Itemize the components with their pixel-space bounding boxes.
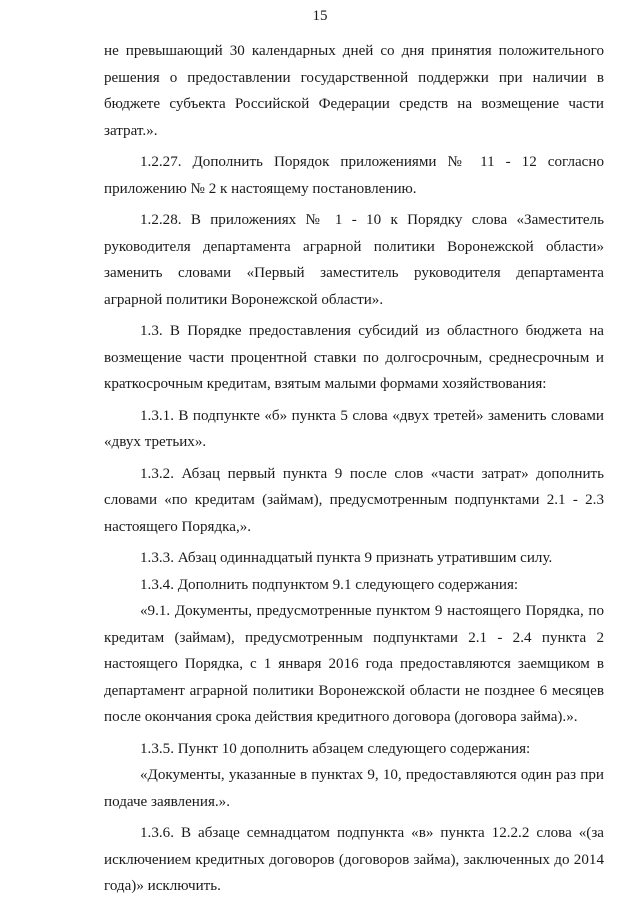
paragraph-1-3-1: 1.3.1. В подпункте «б» пункта 5 слова «двух третей» заменить словами «двух третьих». xyxy=(104,407,604,450)
paragraph-1-3-4: 1.3.4. Дополнить подпунктом 9.1 следующего содержания: xyxy=(140,576,519,593)
paragraph-1-2-27: 1.2.27. Дополнить Порядок приложениями № 11 - 12 согласно приложению № 2 к настоящему постановлению. xyxy=(104,154,604,197)
paragraph-1-3-2: 1.3.2. Абзац первый пункта 9 после слов «части затрат» дополнить словами «по кредитам (займам), предусмотренным подпунктами 2.1 - 2.3 настоящего Порядка,». xyxy=(104,465,604,535)
paragraph-1-3-5: 1.3.5. Пункт 10 дополнить абзацем следующего содержания: xyxy=(140,740,531,757)
paragraph-9-1-quote: «9.1. Документы, предусмотренные пунктом 9 настоящего Порядка, по кредитам (займам), предусмотренным подпунктами 2.1 - 2.4 пункта 2 настоящего Порядка, с 1 января 2016 года предоставляются заемщиком в департамент аграрной политики Воронежской области не позднее 6 месяцев после окончания срока действия кредитного договора (договора займа).». xyxy=(104,603,604,725)
paragraph-1-2-28: 1.2.28. В приложениях № 1 - 10 к Порядку слова «Заместитель руководителя департамента аграрной политики Воронежской области» заменить словами «Первый заместитель руководителя департамента аграрной политики Воронежской области». xyxy=(104,212,604,308)
paragraph-documents-quote: «Документы, указанные в пунктах 9, 10, предоставляются один раз при подаче заявления.». xyxy=(104,767,604,810)
paragraph-1-3-6: 1.3.6. В абзаце семнадцатом подпункта «в» пункта 12.2.2 слова «(за исключением кредитных договоров (договоров займа), заключенных до 2014 года)» исключить. xyxy=(104,825,604,894)
document-body xyxy=(104,38,604,900)
page-number: 15 xyxy=(312,8,328,24)
paragraph-continuation: не превышающий 30 календарных дней со дня принятия положительного решения о предоставлении государственной поддержки при наличии в бюджете субъекта Российской Федерации средств на возмещение части затрат.». xyxy=(104,43,604,139)
paragraph-1-3-3: 1.3.3. Абзац одиннадцатый пункта 9 признать утратившим силу. xyxy=(140,550,553,566)
paragraph-1-3: 1.3. В Порядке предоставления субсидий из областного бюджета на возмещение части процентной ставки по долгосрочным, среднесрочным и краткосрочным кредитам, взятым малыми формами хозяйствования: xyxy=(104,323,604,392)
